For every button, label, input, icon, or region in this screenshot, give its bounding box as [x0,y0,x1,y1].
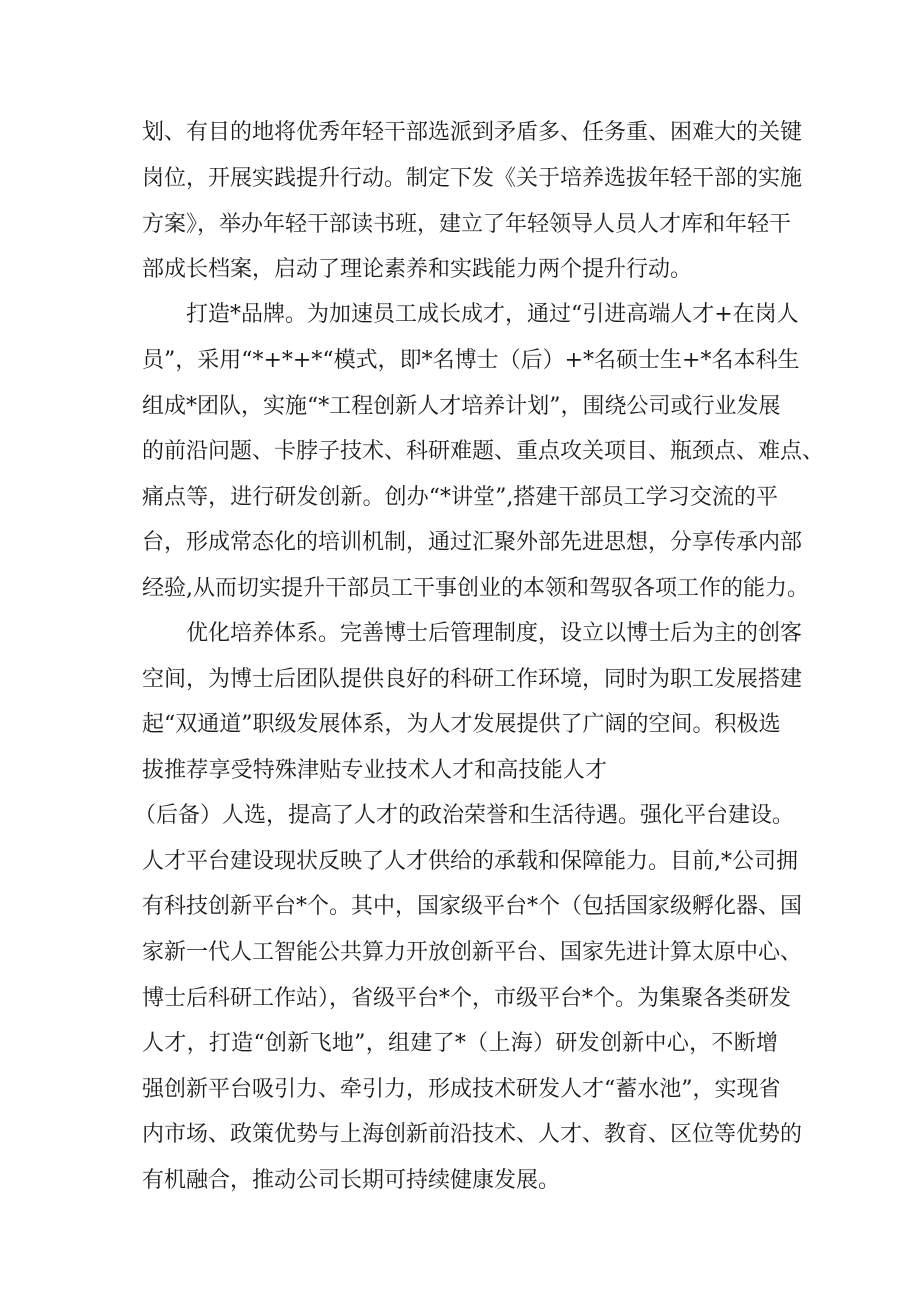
text-line: 有机融合，推动公司长期可持续健康发展。 [142,1168,561,1193]
text-line: 博士后科研工作站），省级平台*个，市级平台*个。为集聚各类研发 [142,986,792,1011]
text-line: 痛点等，进行研发创新。创办“*讲堂”,搭建干部员工学习交流的平 [142,485,778,510]
text-line: 划、有目的地将优秀年轻干部选派到矛盾多、任务重、困难大的关键 [142,120,803,145]
text-line: 拔推荐享受特殊津贴专业技术人才和高技能人才 [142,758,607,783]
text-line: 空间，为博士后团队提供良好的科研工作环境，同时为职工发展搭建 [142,667,803,692]
text-line: 的前沿问题、卡脖子技术、科研难题、重点攻关项目、瓶颈点、难点、 [142,439,825,464]
text-line: 岗位，开展实践提升行动。制定下发《关于培养选拔年轻干部的实施 [142,166,803,191]
text-line: 内市场、政策优势与上海创新前沿技术、人才、教育、区位等优势的 [142,1122,803,1147]
text-line: 打造*品牌。为加速员工成长成才，通过“引进高端人才+在岗人 [186,302,799,327]
text-line: 部成长档案，启动了理论素养和实践能力两个提升行动。 [142,257,693,282]
text-line: （后备）人选，提高了人才的政治荣誉和生活待遇。强化平台建设。 [134,803,795,828]
text-line: 员”，采用“*+*+*“模式，即*名博士（后）+*名硕士生+*名本科生 [142,348,800,373]
text-line: 台，形成常态化的培训机制，通过汇聚外部先进思想，分享传承内部 [142,530,803,555]
text-line: 强创新平台吸引力、牵引力，形成技术研发人才“蓄水池”，实现省 [142,1077,781,1102]
text-line: 有科技创新平台*个。其中，国家级平台*个（包括国家级孵化器、国 [142,894,803,919]
text-line: 家新一代人工智能公共算力开放创新平台、国家先进计算太原中心、 [142,940,803,965]
text-line: 优化培养体系。完善博士后管理制度，设立以博士后为主的创客 [186,621,803,646]
text-line: 起“双通道”职级发展体系，为人才发展提供了广阔的空间。积极选 [142,712,781,737]
text-line: 人才，打造“创新飞地”，组建了*（上海）研发创新中心，不断增 [142,1031,778,1056]
text-line: 组成*团队，实施“*工程创新人才培养计划”，围绕公司或行业发展 [142,394,781,419]
text-line: 人才平台建设现状反映了人才供给的承载和保障能力。目前,*公司拥 [142,849,798,874]
text-line: 经验,从而切实提升干部员工干事创业的本领和驾驭各项工作的能力。 [142,576,809,601]
text-line: 方案》，举办年轻干部读书班，建立了年轻领导人员人才库和年轻干 [142,212,792,237]
